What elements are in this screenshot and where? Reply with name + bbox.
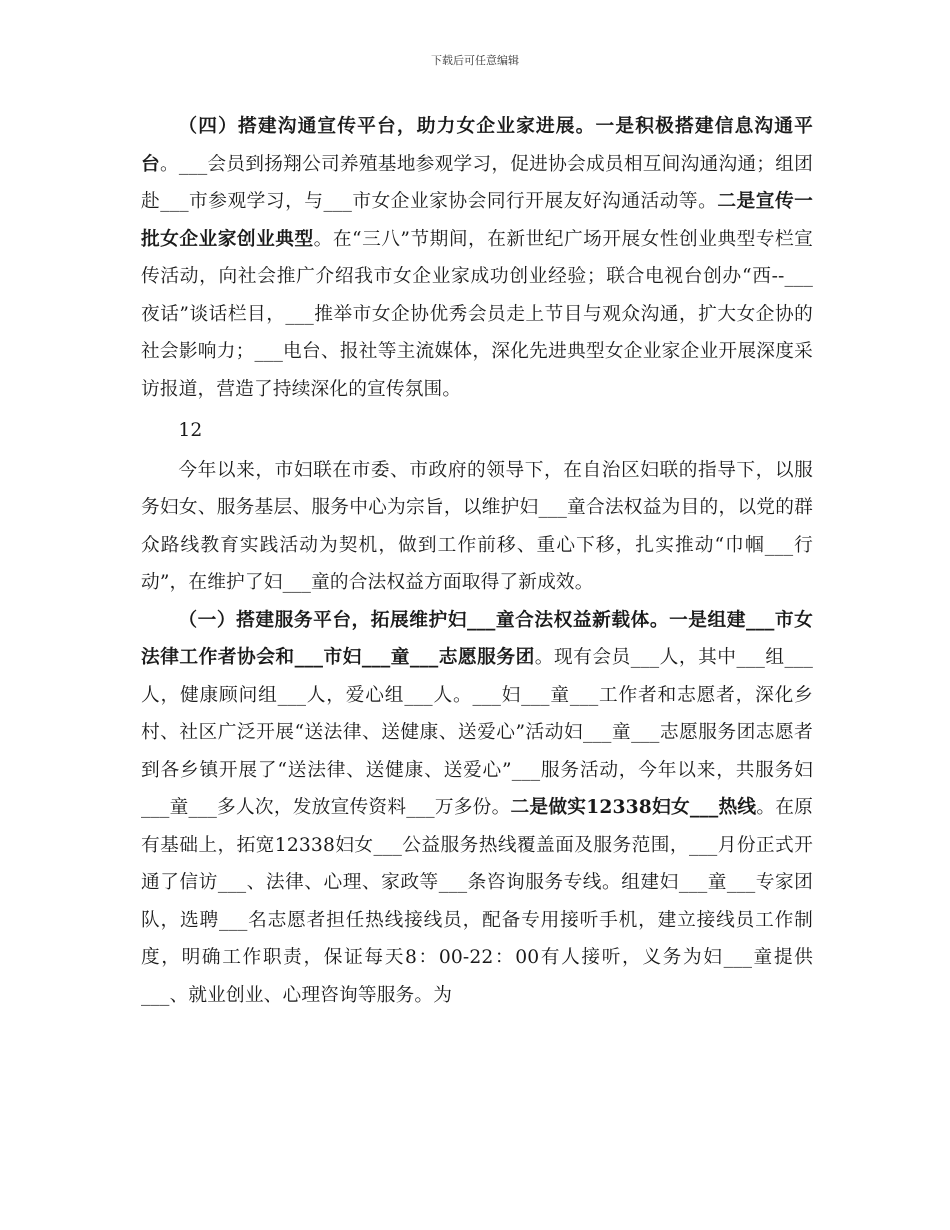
document-body — [141, 108, 813, 1014]
point-heading: 一是积极搭建信息沟通平台 — [141, 115, 814, 175]
section-heading: （四）搭建沟通宣传平台，助力女企业家进展。 — [178, 115, 596, 137]
section-number-text: 12 — [178, 420, 203, 441]
section-heading: （一）搭建服务平台，拓展维护妇___童合法权益新载体。一是组建___市女法律工作者协会和___市妇___童___志愿服务团 — [141, 608, 813, 668]
section-number — [141, 412, 813, 450]
body-text: 。现有会员___人，其中___组___人，健康顾问组___人，爱心组___人。___妇___童___工作者和志愿者，深化乡村、社区广泛开展“送法律、送健康、送爱心”活动妇___童___志愿服务团志愿者到各乡镇开展了“送法律、送健康、送爱心”___服务活动，今年以来，共服务妇___童___多人次，发放宣传资料___万多份。 — [141, 647, 814, 818]
point-heading: 二是宣传一批女企业家创业典型 — [141, 190, 813, 250]
body-text: 。在原有基础上，拓宽12338妇女___公益服务热线覆盖面及服务范围，___月份正式开通了信访___、法律、心理、家政等___条咨询服务专线。组建妇___童___专家团队，选聘___名志愿者担任热线接线员，配备专用接听手机，建立接线员工作制度，明确工作职责，保证每天8：00-22：00有人接听，义务为妇___童提供___、就业创业、心理咨询等服务。为 — [141, 797, 813, 1006]
body-text: 。在“三八”节期间，在新世纪广场开展女性创业典型专栏宣传活动，向社会推广介绍我市女企业家成功创业经验；联合电视台创办“西--___夜话”谈话栏目，___推举市女企协优秀会员走上节目与观众沟通，扩大女企协的社会影响力；___电台、报社等主流媒体，深化先进典型女企业家企业开展深度采访报道，营造了持续深化的宣传氛围。 — [141, 228, 813, 400]
paragraph-service-platform — [141, 602, 813, 1015]
paragraph-platform-promotion — [141, 108, 813, 408]
body-text: 。___会员到扬翔公司养殖基地参观学习，促进协会成员相互间沟通沟通；组团赴___市参观学习，与___市女企业家协会同行开展友好沟通活动等。 — [141, 153, 813, 212]
point-heading: 二是做实12338妇女___热线 — [510, 796, 757, 818]
paragraph-intro — [141, 452, 813, 602]
body-text: 今年以来，市妇联在市委、市政府的领导下，在自治区妇联的指导下，以服务妇女、服务基层、服务中心为宗旨，以维护妇___童合法权益为目的，以党的群众路线教育实践活动为契机，做到工作前移、重心下移，扎实推动“巾帼___行动”，在维护了妇___童的合法权益方面取得了新成效。 — [141, 459, 813, 593]
page-header: 下载后可任意编辑 — [431, 54, 519, 67]
